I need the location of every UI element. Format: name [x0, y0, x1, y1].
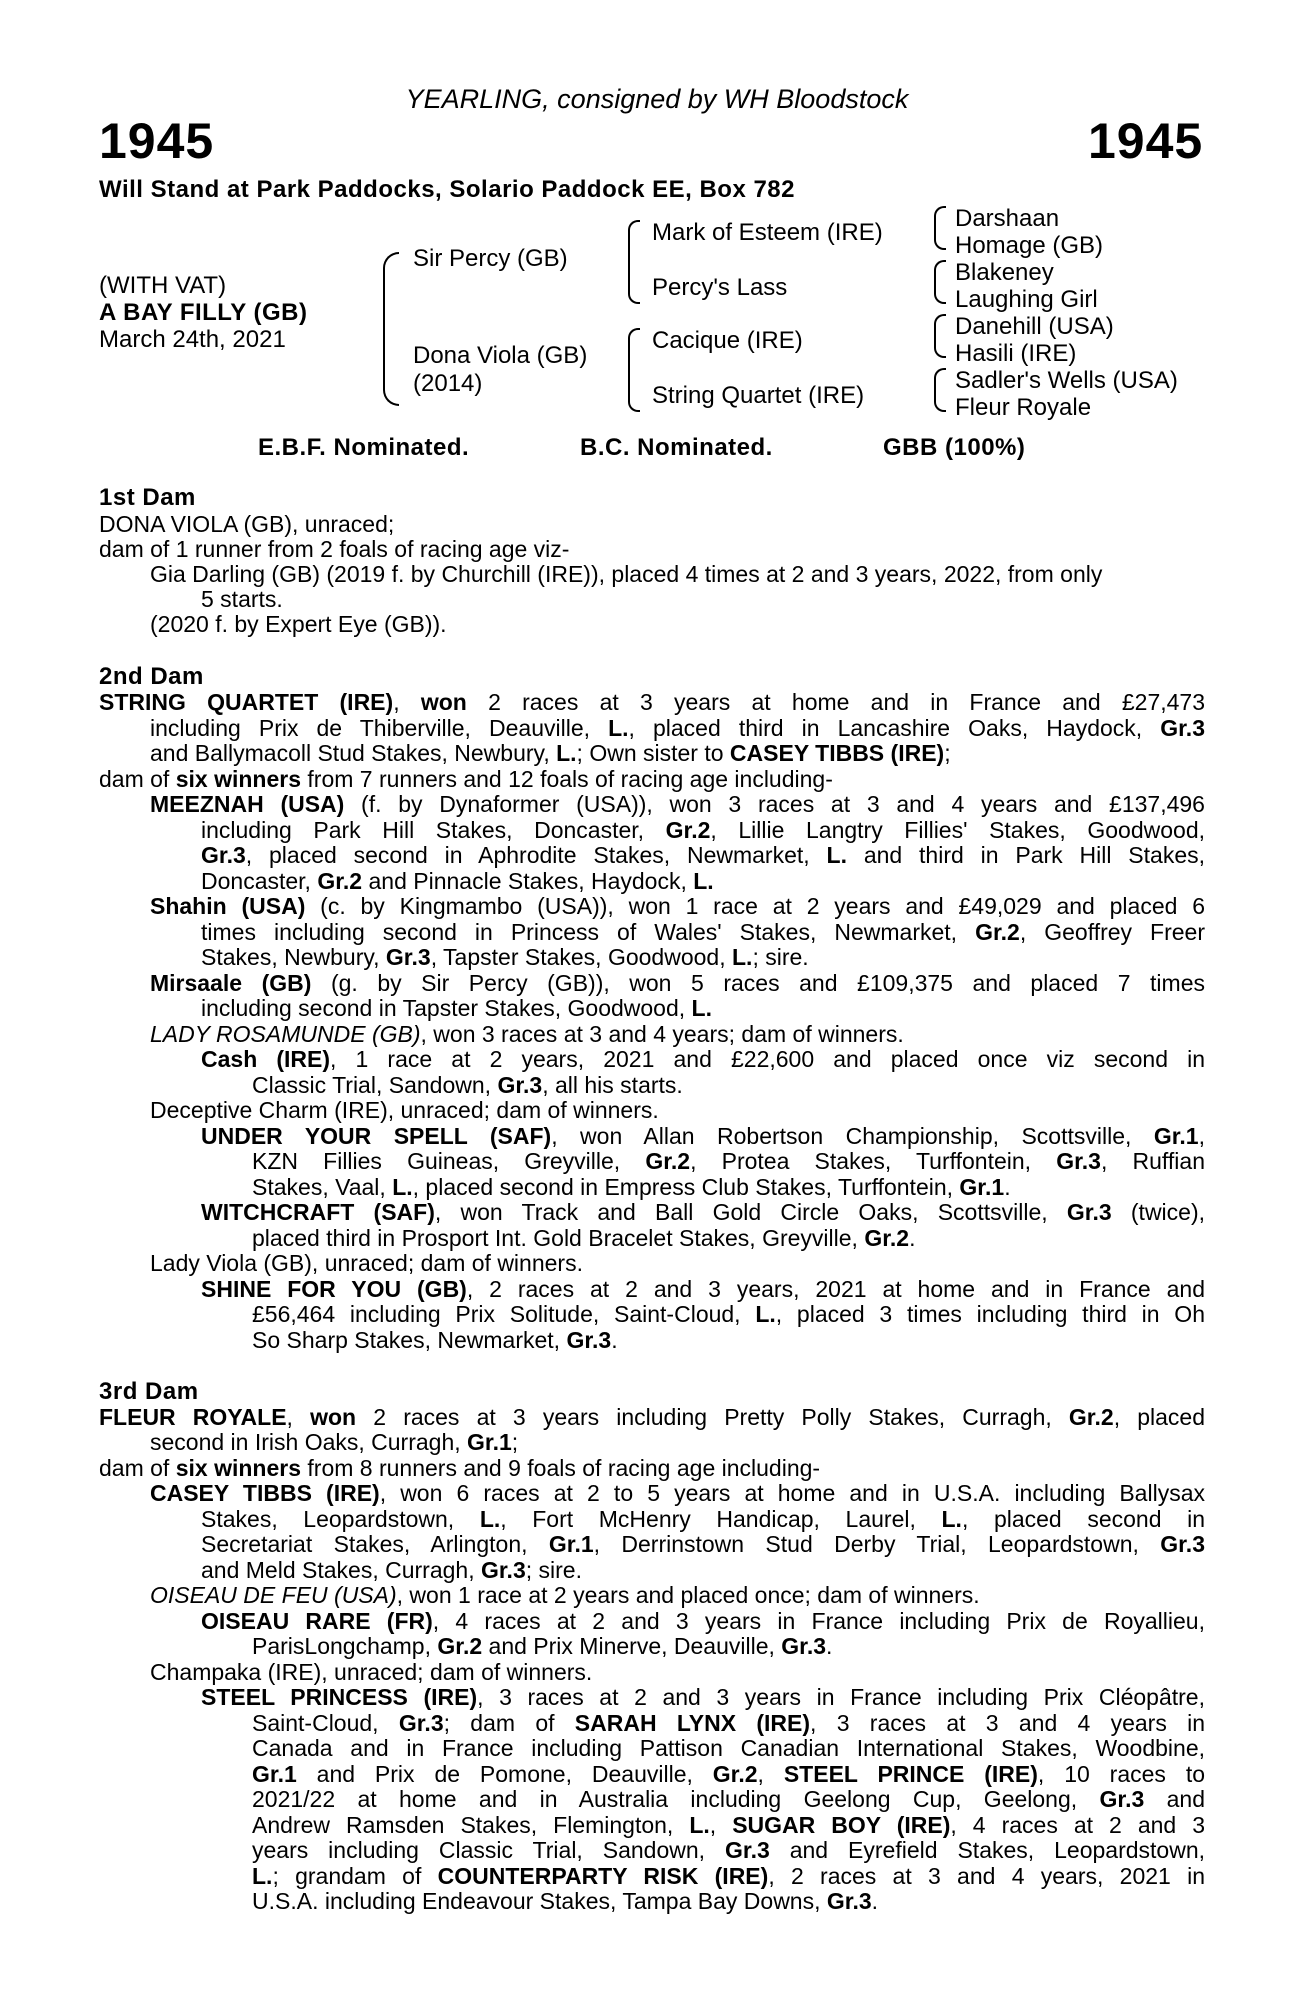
lot-number-right: 1945 — [1088, 113, 1204, 169]
first-dam-line: 5 starts. — [201, 586, 283, 612]
pedigree-brace-dam — [628, 328, 640, 412]
pedigree-brace-g3 — [934, 314, 946, 358]
first-dam-heading: 1st Dam — [99, 484, 196, 511]
second-dam-heading: 2nd Dam — [99, 663, 204, 690]
ebf-nomination: E.B.F. Nominated. — [258, 434, 470, 461]
first-dam-line: DONA VIOLA (GB), unraced; — [99, 511, 395, 537]
stand-location: Will Stand at Park Paddocks, Solario Paddock EE, Box 782 — [99, 176, 796, 203]
gbb-rating: GBB (100%) — [883, 434, 1026, 461]
pedigree-dam-dam: String Quartet (IRE) — [652, 382, 865, 409]
horse-name: A BAY FILLY (GB) — [99, 299, 308, 326]
pedigree-g3-7: Sadler's Wells (USA) — [955, 367, 1178, 394]
foaling-date: March 24th, 2021 — [99, 326, 286, 353]
pedigree-g3-1: Darshaan — [955, 205, 1060, 232]
third-dam-heading: 3rd Dam — [99, 1378, 199, 1405]
pedigree-brace-g1 — [934, 206, 946, 250]
catalogue-subtitle: YEARLING, consigned by WH Bloodstock — [405, 84, 909, 114]
pedigree-g3-6: Hasili (IRE) — [955, 340, 1077, 367]
pedigree-brace-main — [383, 252, 399, 406]
lot-number-left: 1945 — [99, 113, 215, 169]
first-dam-line: Gia Darling (GB) (2019 f. by Churchill (IRE)), placed 4 times at 2 and 3 years, 2022, from only — [150, 561, 1103, 587]
pedigree-sire: Sir Percy (GB) — [413, 245, 568, 272]
pedigree-sire-sire: Mark of Esteem (IRE) — [652, 219, 883, 246]
pedigree-g3-5: Danehill (USA) — [955, 313, 1114, 340]
pedigree-g3-3: Blakeney — [955, 259, 1054, 286]
pedigree-g3-2: Homage (GB) — [955, 232, 1104, 259]
first-dam-line: (2020 f. by Expert Eye (GB)). — [150, 611, 447, 637]
first-dam-line: dam of 1 runner from 2 foals of racing age viz- — [99, 536, 570, 562]
pedigree-brace-g4 — [934, 368, 946, 412]
vat-note: (WITH VAT) — [99, 272, 227, 299]
pedigree-dam-year: (2014) — [413, 370, 483, 397]
pedigree-brace-g2 — [934, 260, 946, 304]
pedigree-dam-sire: Cacique (IRE) — [652, 327, 803, 354]
pedigree-sire-dam: Percy's Lass — [652, 274, 788, 301]
pedigree-g3-4: Laughing Girl — [955, 286, 1098, 313]
pedigree-g3-8: Fleur Royale — [955, 394, 1092, 421]
pedigree-brace-sire — [628, 220, 640, 304]
pedigree-dam: Dona Viola (GB) — [413, 342, 588, 369]
bc-nomination: B.C. Nominated. — [580, 434, 773, 461]
